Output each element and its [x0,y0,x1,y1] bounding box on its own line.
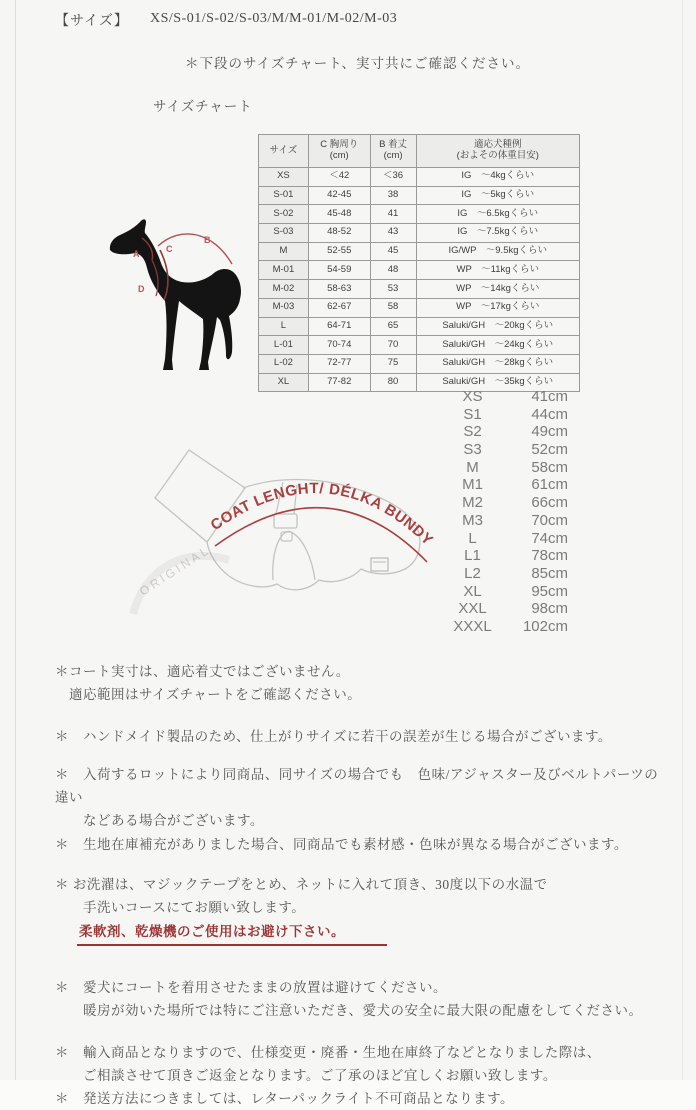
coat-length-value: 74cm [531,529,568,547]
note-line: ご相談させて頂きご返金となります。ご了承のほど宜しくお願い致します。 [55,1068,557,1083]
coat-length-diagram [125,428,445,638]
size-value-cell: ＜42 [308,168,370,187]
size-name-cell: M-02 [259,280,309,299]
belly-strap-arch [273,531,315,580]
coat-length-value: 85cm [531,564,568,582]
size-chart-row [259,280,580,299]
note-line: ＊ 生地在庫補充がありました場合、同商品でも素材感・色味が異なる場合がございます。 [55,837,628,852]
coat-length-value: 41cm [531,388,568,405]
size-name-cell: L [259,317,309,336]
size-chart-row [259,205,580,224]
original-watermark: ORIGINAL [137,542,213,599]
size-value-cell: 48 [370,261,416,280]
coat-length-size: L1 [464,547,481,565]
coat-length-value: 70cm [531,511,568,529]
column-header [259,135,309,168]
size-chart-title: サイズチャート [153,99,253,114]
note-block [55,1041,660,1087]
coat-length-value: 66cm [531,494,568,512]
coat-length-row [445,618,568,636]
size-value-cell: 45 [370,242,416,261]
size-value-cell: 70-74 [308,336,370,355]
coat-length-row [445,494,568,512]
coat-length-size: M2 [462,494,483,512]
coat-length-row [445,476,568,494]
size-value-cell: 65 [370,317,416,336]
size-name-cell: L-01 [259,336,309,355]
size-name-cell: XL [259,373,309,392]
coat-length-value: 52cm [531,441,568,459]
coat-length-row [445,441,568,459]
coat-length-row [445,530,568,548]
column-header-line: (cm) [383,150,403,161]
column-header [308,135,370,168]
size-name-cell: L-02 [259,354,309,373]
size-chart-row [259,242,580,261]
size-name-cell: S-03 [259,224,309,243]
coat-length-size: S3 [463,441,482,459]
size-value-cell: IG/WP ～9.5kgくらい [416,242,580,261]
coat-length-value: 95cm [531,582,568,600]
size-name-cell: S-01 [259,186,309,205]
size-section-label: 【サイズ】 [55,14,129,29]
coat-length-size: S1 [463,405,482,423]
size-chart-row [259,298,580,317]
coat-length-value: 49cm [531,423,568,441]
buckle [274,514,297,528]
coat-length-size: M3 [462,511,483,529]
size-value-cell: 48-52 [308,224,370,243]
size-value-cell: 42-45 [308,186,370,205]
coat-length-size: M [466,458,479,476]
note-line: ＊ 発送方法につきましては、レターパックライト不可商品となります。 [55,1091,515,1106]
coat-length-list [445,388,568,636]
column-header-line: 適応犬種例 [473,139,522,151]
coat-length-value: 44cm [531,405,568,423]
coat-length-size: L2 [464,564,481,582]
coat-length-size: L [468,529,477,547]
size-name-cell: M [259,242,309,261]
marker-c-label: C [166,244,173,254]
coat-length-row [445,565,568,583]
size-value-cell: 52-55 [308,242,370,261]
size-value-cell: 58-63 [308,280,370,299]
size-value-cell: 54-59 [308,261,370,280]
coat-length-row [445,547,568,565]
note-block [55,833,660,856]
coat-length-value: 78cm [531,547,568,565]
coat-length-value: 98cm [531,600,568,618]
note-line: などある場合がございます。 [55,813,264,828]
marker-b-label: B [204,235,211,245]
size-value-cell: 43 [370,224,416,243]
size-value-cell: IG ～7.5kgくらい [416,224,580,243]
column-header [370,135,416,168]
coat-length-size: XXL [458,600,487,618]
note-block [55,976,660,1022]
coat-length-size: XL [463,582,482,600]
note-block [55,660,660,706]
coat-length-size: XS [462,388,483,405]
size-value-cell: 62-67 [308,298,370,317]
size-value-cell: Saluki/GH ～35kgくらい [416,373,580,392]
column-header-line: サイズ [269,144,298,156]
size-chart-row [259,354,580,373]
size-value-cell: WP ～14kgくらい [416,280,580,299]
size-value-cell: 58 [370,298,416,317]
size-value-cell: 38 [370,186,416,205]
size-value-cell: 64-71 [308,317,370,336]
size-value-cell: IG ～5kgくらい [416,186,580,205]
coat-length-size: XXXL [453,617,492,635]
column-header-line: C 胸周り [320,139,359,151]
coat-length-row [445,406,568,424]
right-edge-line [682,0,683,1080]
size-value-cell: IG ～4kgくらい [416,168,580,187]
size-chart-header-row [259,135,580,168]
size-value-cell: Saluki/GH ～24kgくらい [416,336,580,355]
notes-section [55,660,660,1110]
left-edge-line [15,0,16,1080]
size-value-cell: 45-48 [308,205,370,224]
size-options-text: XS/S-01/S-02/S-03/M/M-01/M-02/M-03 [150,11,398,26]
size-value-cell: IG ～6.5kgくらい [416,205,580,224]
note-line: ＊ 入荷するロットにより同商品、同サイズの場合でも 色味/アジャスター及びベルトパーツの違い [55,767,659,805]
dog-measurement-diagram [100,210,258,382]
size-chart-row [259,317,580,336]
brand-tag [371,558,388,571]
coat-length-row [445,600,568,618]
coat-collar-outline [155,450,245,542]
coat-length-row [445,388,568,406]
note-line: ＊コート実寸は、適応着丈ではございません。 [55,664,350,679]
coat-length-row [445,459,568,477]
size-value-cell: 72-77 [308,354,370,373]
marker-a-label: A [133,249,140,259]
note-line: ＊ 輸入商品となりますので、仕様変更・廃番・生地在庫終了などとなりました際は、 [55,1045,601,1060]
size-value-cell: 53 [370,280,416,299]
coat-length-row [445,423,568,441]
size-value-cell: 70 [370,336,416,355]
coat-length-row [445,583,568,601]
column-header-line: (cm) [329,150,349,161]
note-line: 暖房が効いた場所では特にご注意いただき、愛犬の安全に最大限の配慮をしてください。 [55,1003,643,1018]
note-line: ＊ 愛犬にコートを着用させたままの放置は避けてください。 [55,980,447,995]
size-name-cell: XS [259,168,309,187]
coat-length-value: 61cm [531,476,568,494]
note-line: 手洗いコースにてお願い致します。 [55,900,306,915]
size-name-cell: M-01 [259,261,309,280]
size-value-cell: ＜36 [370,168,416,187]
size-value-cell: 75 [370,354,416,373]
coat-length-value: 102cm [522,617,568,635]
coat-length-value: 58cm [531,458,568,476]
size-chart-row [259,168,580,187]
note-block [55,873,660,946]
size-value-cell: Saluki/GH ～20kgくらい [416,317,580,336]
coat-length-row [445,512,568,530]
size-chart-row [259,261,580,280]
size-value-cell: WP ～11kgくらい [416,261,580,280]
column-header [416,135,580,168]
size-chart-body [259,168,580,392]
note-line: ＊ ハンドメイド製品のため、仕上がりサイズに若干の誤差が生じる場合がございます。 [55,729,612,744]
size-value-cell: 41 [370,205,416,224]
coat-length-curved-label-text: COAT LENGHT/ DÉLKA BUNDY [207,480,437,550]
size-value-cell: WP ～17kgくらい [416,298,580,317]
column-header-line: (およその体重目安) [456,150,539,161]
size-value-cell: 77-82 [308,373,370,392]
note-block [55,725,660,748]
size-value-cell: Saluki/GH ～28kgくらい [416,354,580,373]
coat-length-size: S2 [463,423,482,441]
size-chart-row [259,224,580,243]
note-block [55,1087,660,1110]
column-header-line: B 着丈 [379,139,408,151]
size-name-cell: S-02 [259,205,309,224]
size-check-note: ＊下段のサイズチャート、実寸共にご確認ください。 [185,56,531,71]
size-chart-row [259,186,580,205]
size-name-cell: M-03 [259,298,309,317]
note-line: ＊ お洗濯は、マジックテープをとめ、ネットに入れて頂き、30度以下の水温で [55,877,548,892]
marker-d-label: D [138,284,145,294]
size-chart-table [258,134,580,392]
buckle-loop [281,532,292,541]
size-value-cell: 80 [370,373,416,392]
note-block [55,763,660,832]
coat-length-size: M1 [462,476,483,494]
note-line: 適応範囲はサイズチャートをご確認ください。 [55,687,362,702]
size-chart-row [259,336,580,355]
care-warning-text: 柔軟剤、乾燥機のご使用はお避け下さい。 [77,921,387,946]
dog-silhouette [110,219,241,370]
